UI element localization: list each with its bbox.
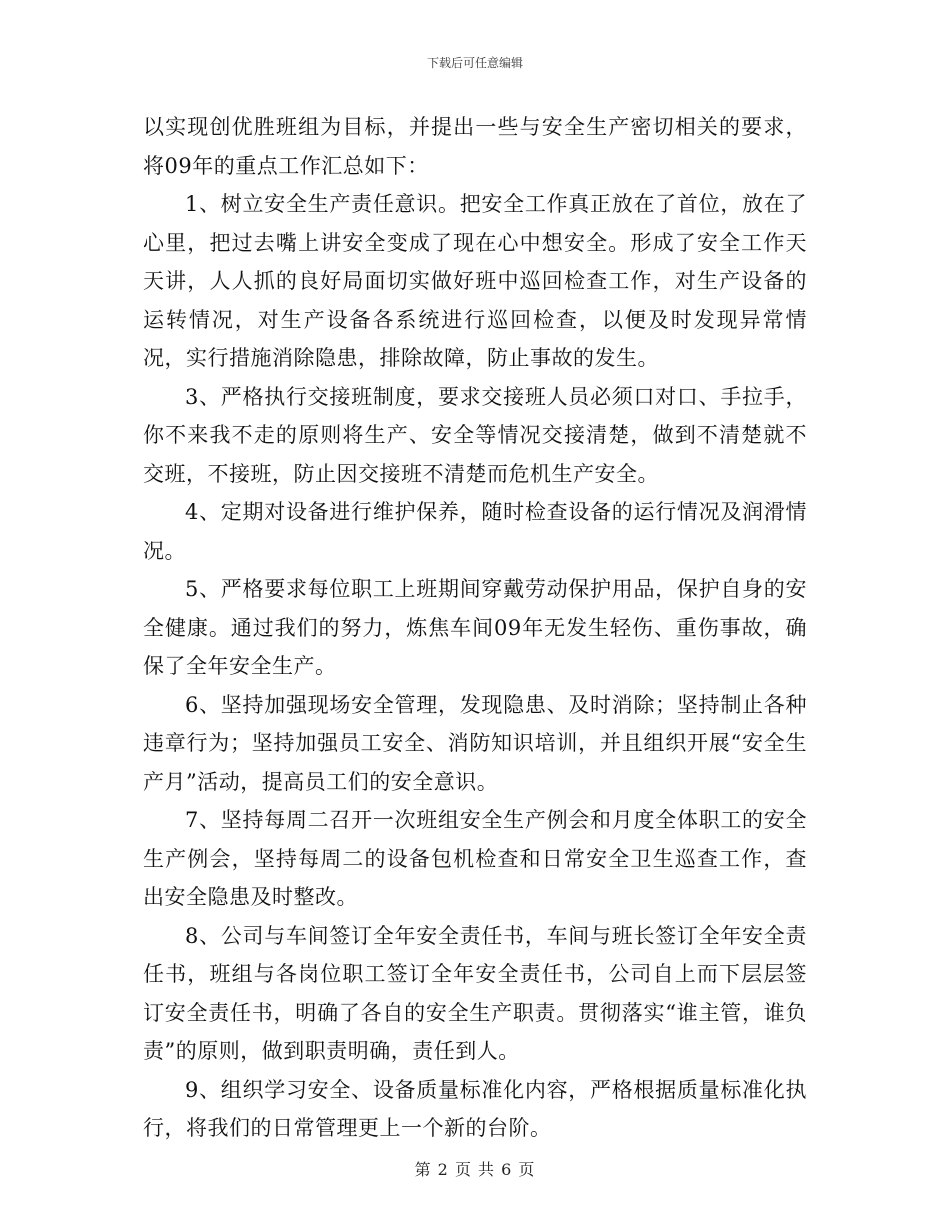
paragraph-intro: 以实现创优胜班组为目标，并提出一些与安全生产密切相关的要求，将09年的重点工作汇总如下： (143, 115, 807, 178)
paragraph-item-5: 5、严格要求每位职工上班期间穿戴劳动保护用品，保护自身的安全健康。通过我们的努力，炼焦车间09年无发生轻伤、重伤事故，确保了全年安全生产。 (143, 577, 807, 678)
paragraph-item-3: 3、严格执行交接班制度，要求交接班人员必须口对口、手拉手，你不来我不走的原则将生产、安全等情况交接清楚，做到不清楚就不交班，不接班，防止因交接班不清楚而危机生产安全。 (143, 384, 807, 486)
paragraph-item-4: 4、定期对设备进行维护保养，随时检查设备的运行情况及润滑情况。 (143, 500, 807, 563)
paragraph-item-8: 8、公司与车间签订全年安全责任书，车间与班长签订全年安全责任书，班组与各岗位职工签订全年安全责任书，公司自上而下层层签订安全责任书，明确了各自的安全生产职责。贯彻落实“谁主管，谁负责”的原则，做到职责明确，责任到人。 (143, 923, 807, 1063)
paragraph-item-1: 1、树立安全生产责任意识。把安全工作真正放在了首位，放在了心里，把过去嘴上讲安全变成了现在心中想安全。形成了安全工作天天讲，人人抓的良好局面切实做好班中巡回检查工作，对生产设备的运转情况，对生产设备各系统进行巡回检查，以便及时发现异常情况，实行措施消除隐患，排除故障，防止事故的发生。 (143, 192, 807, 370)
paragraph-item-6: 6、坚持加强现场安全管理，发现隐患、及时消除；坚持制止各种违章行为；坚持加强员工安全、消防知识培训，并且组织开展“安全生产月”活动，提高员工们的安全意识。 (143, 692, 807, 794)
paragraph-item-9: 9、组织学习安全、设备质量标准化内容，严格根据质量标准化执行，将我们的日常管理更上一个新的台阶。 (143, 1077, 807, 1140)
paragraph-item-7: 7、坚持每周二召开一次班组安全生产例会和月度全体职工的安全生产例会，坚持每周二的设备包机检查和日常安全卫生巡查工作，查出安全隐患及时整改。 (143, 808, 807, 909)
page-number-footer: 第 2 页 共 6 页 (414, 1160, 536, 1179)
page-header-note: 下载后可任意编辑 (426, 56, 523, 70)
document-body (143, 108, 807, 1148)
